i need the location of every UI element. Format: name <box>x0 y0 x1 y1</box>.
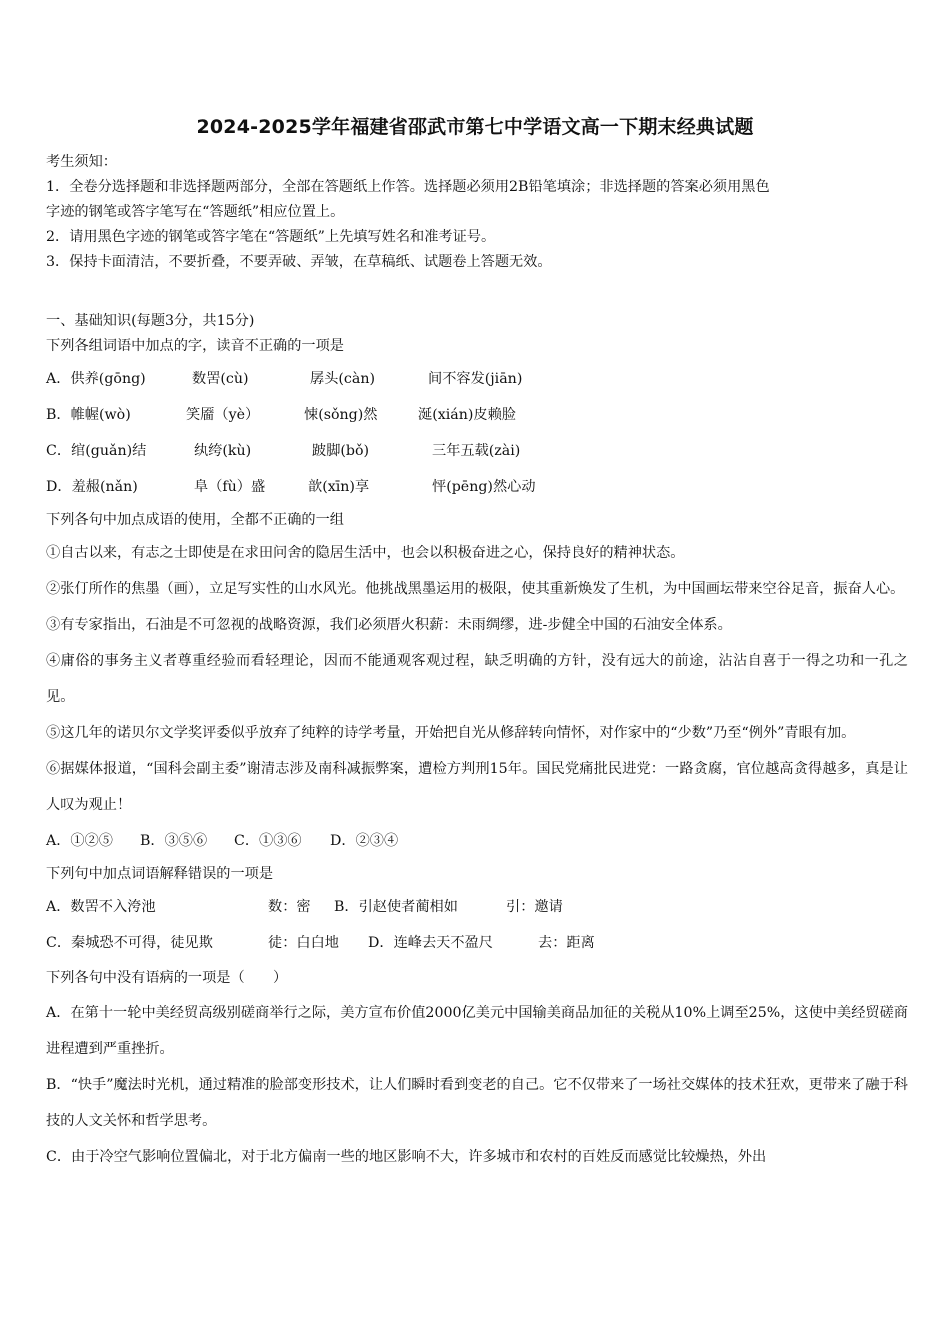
question-1-stem: 下列各组词语中加点的字，读音不正确的一项是 <box>46 338 344 354</box>
question-4-stem: 下列各句中没有语病的一项是（ ） <box>46 970 288 986</box>
option-text: B．引赵使者蔺相如 <box>334 899 458 915</box>
question-2-options <box>46 823 908 859</box>
option-text: A．数罟不入洿池 <box>46 899 156 915</box>
option-text: 徒：白白地 <box>268 935 339 951</box>
sentence: ①自古以来，有志之士即使是在求田问舍的隐居生活中，也会以积极奋进之心，保持良好的精神状态。 <box>46 545 685 561</box>
option-row <box>46 469 908 505</box>
question-3-stem: 下列句中加点词语解释错误的一项是 <box>46 866 274 882</box>
option-text: 纨绔(kù) <box>194 443 252 459</box>
option-row <box>46 433 908 469</box>
option-text: B．③⑤⑥ <box>140 833 208 849</box>
option-row <box>46 925 908 961</box>
exam-body <box>46 150 908 1175</box>
option-text: C．①③⑥ <box>234 833 302 849</box>
option-text: B．帷幄(wò) <box>46 407 131 423</box>
option-text: D．羞赧(nǎn) <box>46 479 138 495</box>
question-1-options <box>46 361 908 505</box>
option-text: B．“快手”魔法时光机，通过精准的脸部变形技术，让人们瞬时看到变老的自己。它不仅带来了一场社交媒体的技术狂欢，更带来了融于科技的人文关怀和哲学思考。 <box>46 1077 908 1129</box>
option-text: 三年五载(zài) <box>432 443 521 459</box>
option-text: 数：密 <box>268 899 311 915</box>
page-title: 2024-2025学年福建省邵武市第七中学语文高一下期末经典试题 <box>196 116 754 138</box>
option-row <box>46 361 908 397</box>
sentence: ④庸俗的事务主义者尊重经验而看轻理论，因而不能通观客观过程，缺乏明确的方针，没有远大的前途，沾沾自喜于一得之功和一孔之见。 <box>46 653 908 705</box>
option-text: 间不容发(jiān) <box>428 371 523 387</box>
option-text: 引：邀请 <box>506 899 563 915</box>
option-text: 数罟(cù) <box>192 371 249 387</box>
option-text: 悚(sǒng)然 <box>304 407 378 423</box>
option-text: C．秦城恐不可得，徒见欺 <box>46 935 213 951</box>
section-heading: 一、基础知识(每题3分，共15分) <box>46 313 255 329</box>
notice-item: 1．全卷分选择题和非选择题两部分，全部在答题纸上作答。选择题必须用2B铅笔填涂；非选择题的答案必须用黑色 <box>46 179 770 195</box>
option-text: A．供养(gōng) <box>46 371 146 387</box>
question-2-sentences <box>46 535 908 823</box>
option-row <box>46 889 908 925</box>
option-text: 涎(xián)皮赖脸 <box>418 407 516 423</box>
sentence: ⑤这几年的诺贝尔文学奖评委似乎放弃了纯粹的诗学考量，开始把自光从修辞转向情怀，对作家中的“少数”乃至“例外”青眼有加。 <box>46 725 856 741</box>
option-text: 歆(xīn)享 <box>308 479 370 495</box>
notice-heading: 考生须知： <box>46 154 117 170</box>
option-text: C．由于冷空气影响位置偏北，对于北方偏南一些的地区影响不大，许多城市和农村的百姓反而感觉比较燥热，外出 <box>46 1149 767 1165</box>
option-text: 笑靥（yè） <box>186 407 260 423</box>
notice-item: 3．保持卡面清洁，不要折叠，不要弄破、弄皱，在草稿纸、试题卷上答题无效。 <box>46 254 552 270</box>
option-text: A．①②⑤ <box>46 833 113 849</box>
option-text: 阜（fù）盛 <box>194 479 266 495</box>
option-text: 去：距离 <box>538 935 595 951</box>
sentence: ⑥据媒体报道，“国科会副主委”谢清志涉及南科减振弊案，遭检方判刑15年。国民党痛批民进党：一路贪腐，官位越高贪得越多，真是让人叹为观止！ <box>46 761 908 813</box>
sentence: ③有专家指出，石油是不可忽视的战略资源，我们必须厝火积薪：未雨绸缪，进-步健全中国的石油安全体系。 <box>46 617 732 633</box>
option-row <box>46 397 908 433</box>
notice-item: 字迹的钢笔或答字笔写在“答题纸”相应位置上。 <box>46 204 345 220</box>
option-text: A．在第十一轮中美经贸高级别磋商举行之际，美方宣布价值2000亿美元中国输美商品加征的关税从10%上调至25%，这使中美经贸磋商进程遭到严重挫折。 <box>46 1005 908 1057</box>
option-text: 怦(pēng)然心动 <box>432 479 536 495</box>
option-text: D．②③④ <box>330 833 399 849</box>
option-text: D．连峰去天不盈尺 <box>368 935 493 951</box>
option-text: 跛脚(bǒ) <box>312 443 370 459</box>
sentence: ②张仃所作的焦墨（画），立足写实性的山水风光。他挑战黑墨运用的极限，使其重新焕发了生机，为中国画坛带来空谷足音，振奋人心。 <box>46 581 905 597</box>
notice-item: 2．请用黑色字迹的钢笔或答字笔在“答题纸”上先填写姓名和准考证号。 <box>46 229 496 245</box>
option-text: 孱头(càn) <box>310 371 375 387</box>
question-2-stem: 下列各句中加点成语的使用，全都不正确的一组 <box>46 512 344 528</box>
option-text: C．绾(guǎn)结 <box>46 443 147 459</box>
